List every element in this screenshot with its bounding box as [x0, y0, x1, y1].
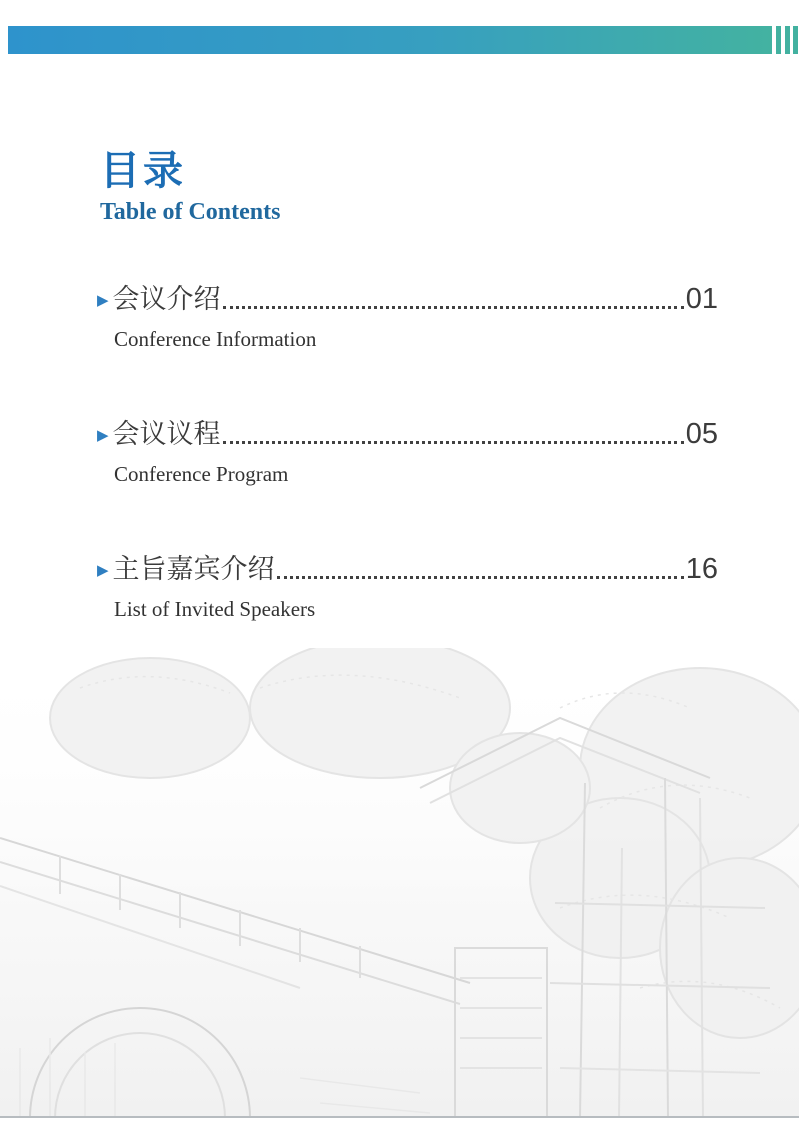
water-town-sketch-watermark	[0, 648, 799, 1118]
toc-entry	[97, 417, 718, 487]
dot-leader	[277, 576, 684, 579]
header-stripe-icon	[793, 26, 798, 54]
toc-entry-title-cn: 会议介绍	[112, 284, 221, 314]
page-title-cn: 目录	[100, 149, 186, 193]
dot-leader	[223, 306, 684, 309]
toc-entry	[97, 552, 718, 622]
footer-rule	[0, 1116, 799, 1118]
toc-entry-page-number: 16	[685, 553, 718, 585]
triangle-bullet-icon: ▶	[97, 562, 109, 579]
toc-entry-title-en: List of Invited Speakers	[114, 597, 316, 621]
toc-entry-page-number: 01	[685, 283, 718, 315]
page-heading	[100, 146, 280, 226]
dot-leader	[223, 441, 684, 444]
header-gradient-bar	[8, 26, 772, 54]
toc-entry-title-cn: 会议议程	[112, 419, 221, 449]
header-stripe-icon	[785, 26, 790, 54]
triangle-bullet-icon: ▶	[97, 427, 109, 444]
toc-entry-title-en: Conference Information	[114, 327, 317, 351]
toc-entry	[97, 282, 718, 352]
header-stripe-icon	[776, 26, 781, 54]
toc-entry-title-en: Conference Program	[114, 462, 289, 486]
triangle-bullet-icon: ▶	[97, 292, 109, 309]
toc-entry-title-cn: 主旨嘉宾介绍	[112, 554, 275, 584]
toc-entry-page-number: 05	[685, 418, 718, 450]
page-title-en: Table of Contents	[100, 199, 281, 225]
